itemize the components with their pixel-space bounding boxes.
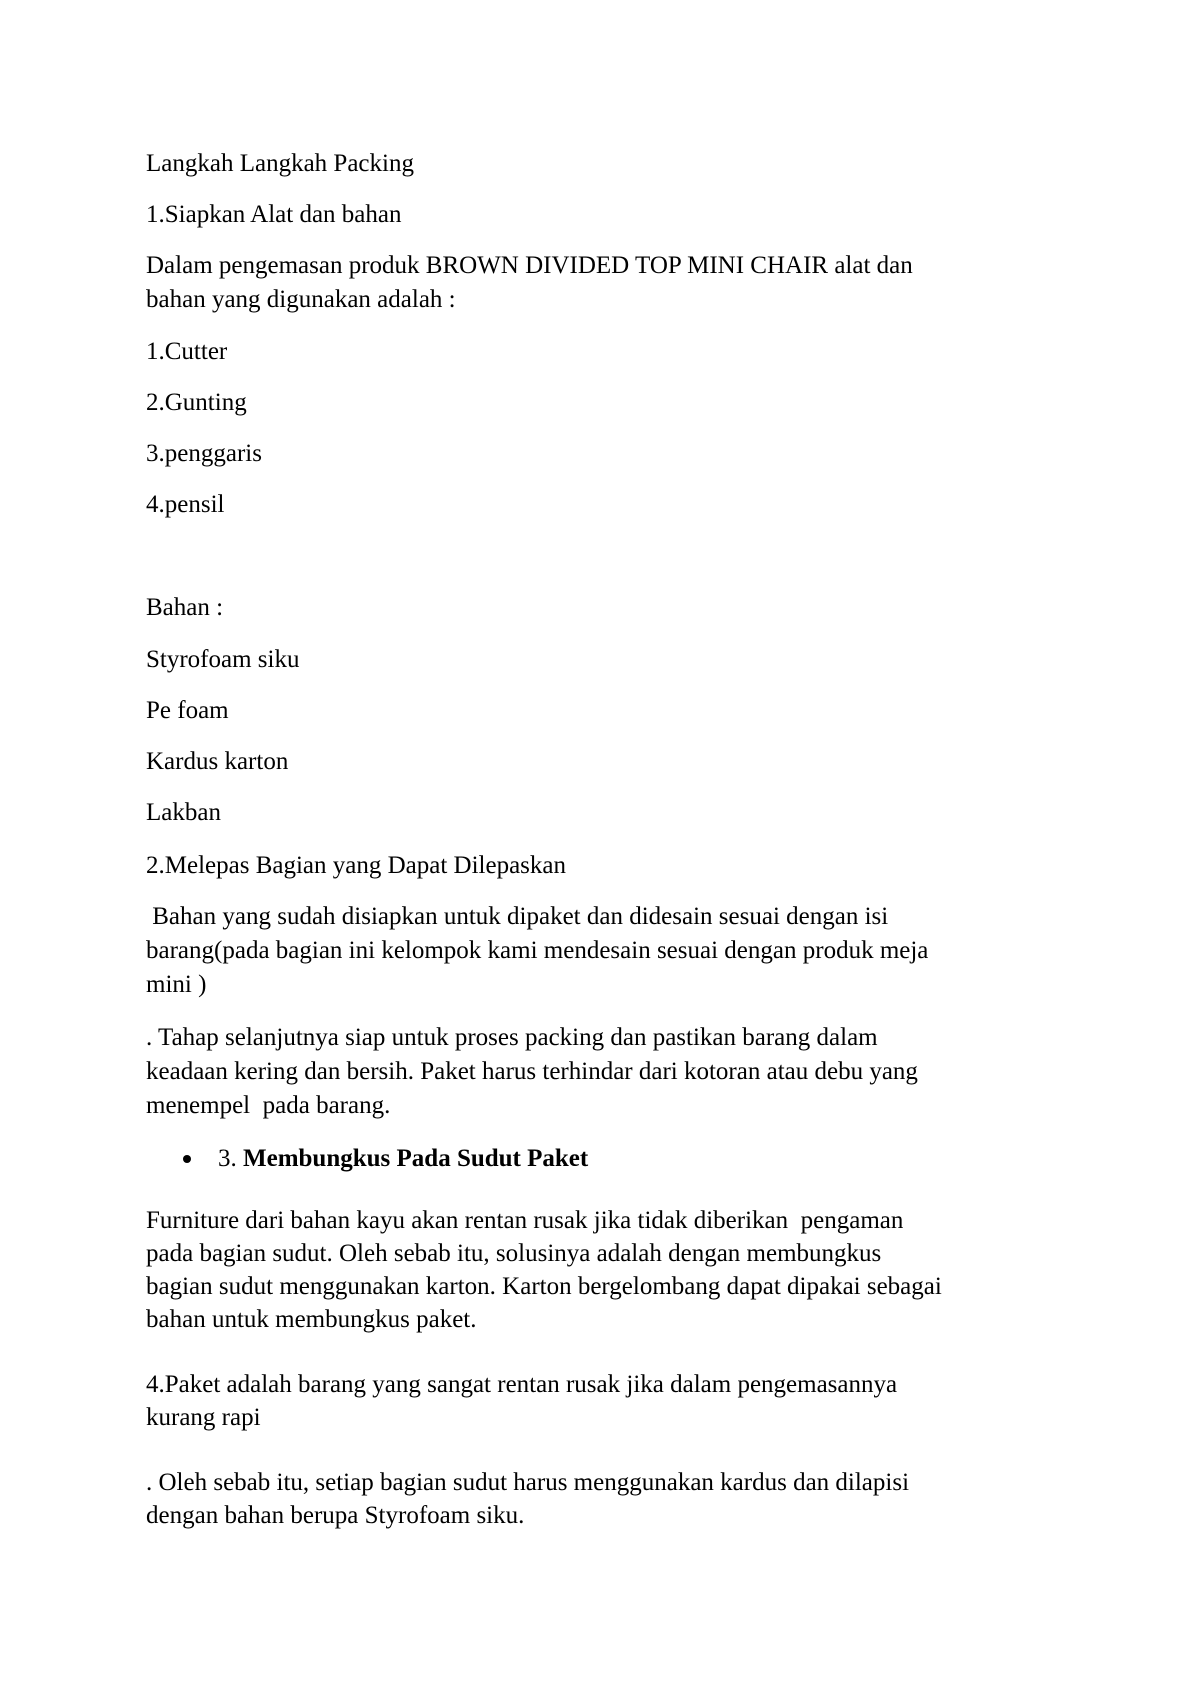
materials-label: Bahan :	[146, 594, 224, 621]
tool-item: 4.pensil	[146, 491, 225, 518]
material-item: Styrofoam siku	[146, 646, 300, 673]
step3-number: 3.	[218, 1145, 243, 1172]
material-item: Lakban	[146, 799, 221, 826]
step2-para-line: menempel pada barang.	[146, 1092, 391, 1119]
step1-intro-line: bahan yang digunakan adalah :	[146, 286, 456, 313]
tool-item: 2.Gunting	[146, 389, 247, 416]
step1-intro-line: Dalam pengemasan produk BROWN DIVIDED TOP MINI CHAIR alat dan	[146, 252, 913, 279]
step2-para-line: barang(pada bagian ini kelompok kami mendesain sesuai dengan produk meja	[146, 937, 929, 964]
step3-heading	[218, 1142, 588, 1176]
step2-para-line: mini )	[146, 971, 207, 998]
step1-heading: 1.Siapkan Alat dan bahan	[146, 201, 402, 228]
step3-para-line: bahan untuk membungkus paket.	[146, 1306, 477, 1333]
step4-para-line: 4.Paket adalah barang yang sangat rentan rusak jika dalam pengemasannya	[146, 1371, 898, 1398]
step4-para-line: kurang rapi	[146, 1404, 261, 1431]
step3-para-line: bagian sudut menggunakan karton. Karton bergelombang dapat dipakai sebagai	[146, 1273, 942, 1300]
step2-para-line: . Tahap selanjutnya siap untuk proses packing dan pastikan barang dalam	[146, 1024, 878, 1051]
tool-item: 3.penggaris	[146, 440, 262, 467]
document-title: Langkah Langkah Packing	[146, 150, 414, 177]
bullet-icon	[183, 1155, 191, 1163]
step4-para-line: . Oleh sebab itu, setiap bagian sudut harus menggunakan kardus dan dilapisi	[146, 1469, 910, 1496]
step3-para-line: pada bagian sudut. Oleh sebab itu, solusinya adalah dengan membungkus	[146, 1240, 882, 1267]
step3-title: Membungkus Pada Sudut Paket	[243, 1145, 589, 1172]
step2-para-line: keadaan kering dan bersih. Paket harus terhindar dari kotoran atau debu yang	[146, 1058, 918, 1085]
step2-para-line: Bahan yang sudah disiapkan untuk dipaket dan didesain sesuai dengan isi	[146, 903, 889, 930]
material-item: Pe foam	[146, 697, 229, 724]
material-item: Kardus karton	[146, 748, 289, 775]
step2-heading: 2.Melepas Bagian yang Dapat Dilepaskan	[146, 852, 567, 879]
step3-para-line: Furniture dari bahan kayu akan rentan rusak jika tidak diberikan pengaman	[146, 1207, 904, 1234]
step4-para-line: dengan bahan berupa Styrofoam siku.	[146, 1502, 525, 1529]
tool-item: 1.Cutter	[146, 338, 228, 365]
